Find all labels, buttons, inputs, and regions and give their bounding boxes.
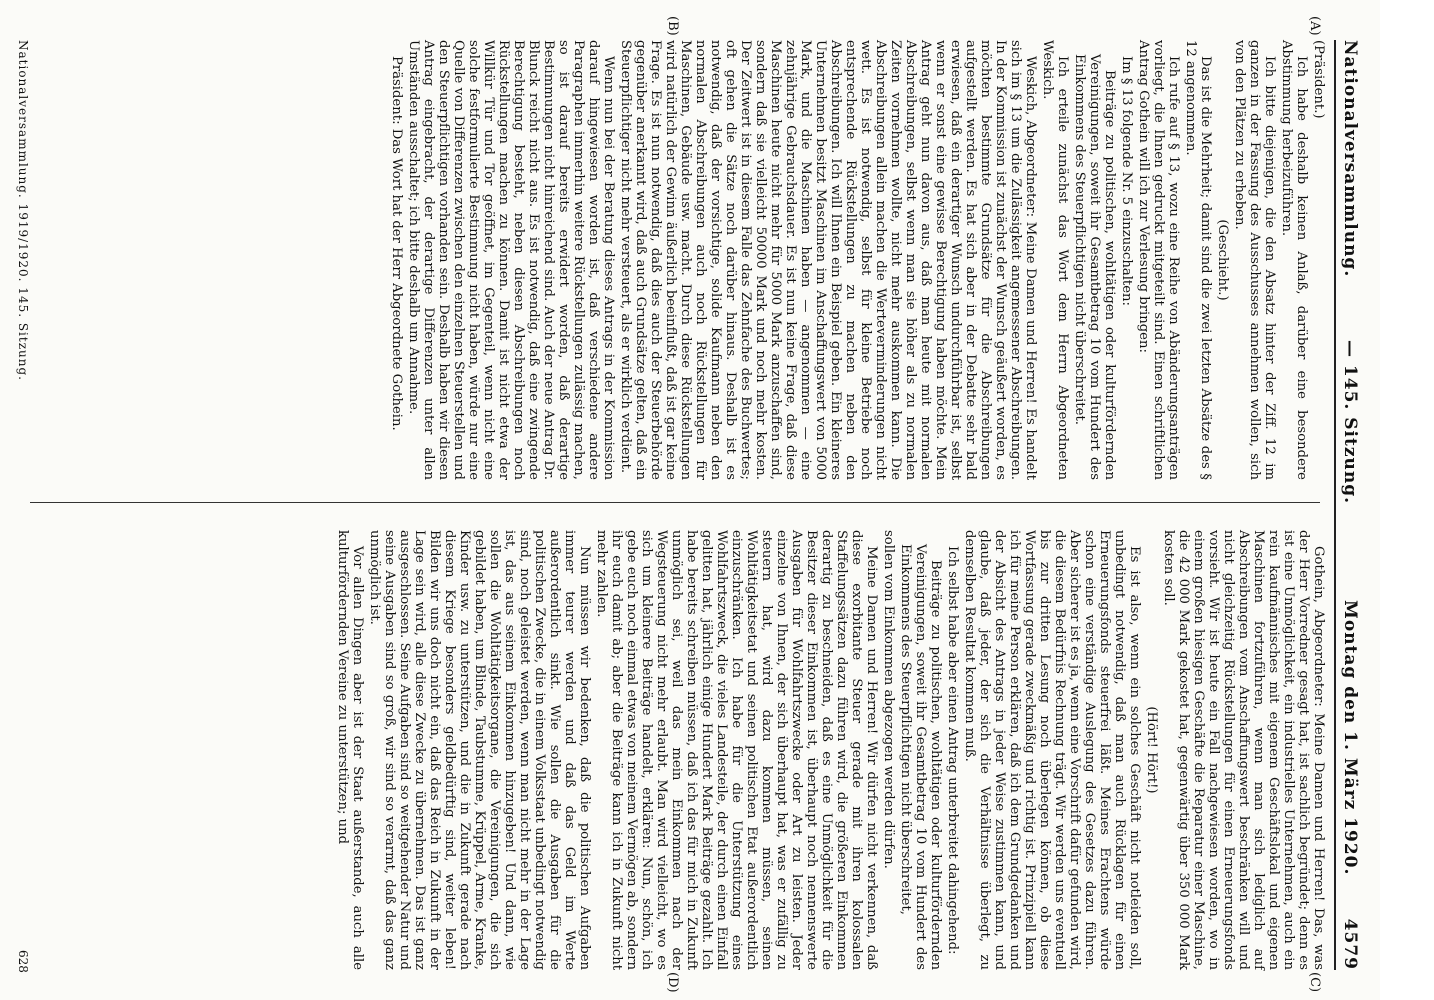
speech-paragraph: Präsident: Das Wort hat der Herr Abgeordnete Gothein. bbox=[389, 56, 404, 431]
page-header bbox=[1334, 40, 1362, 970]
speech-paragraph: Weskich, Abgeordneter: Meine Damen und Herren! Es handelt sich im § 13 um die Zulässigkeit angemessener Abschreibungen. In der Kommission ist zunächst der Wunsch geäußert worden, es möchten bestimmte Grundsätze für die Abschreibungen aufgestellt werden. Es hat sich aber in der Debatte sehr bald erwiesen, daß ein derartiger Wunsch undurchführbar ist, selbst wenn er sonst eine gewisse Berechtigung haben möchte. Mein Antrag geht nun davon aus, daß man heute mit normalen Abschreibungen, selbst wenn man sie höher als zu normalen Zeiten vornehmen wollte, nicht mehr auskommen kann. Die Abschreibungen allein machen die Werteverminderungen nicht wett. Es ist notwendig, selbst für kleine Betriebe noch entsprechende Rückstellungen zu machen neben den Abschreibungen. Ich will Ihnen ein Beispiel geben. Ein kleineres Unternehmen besitzt Maschinen im Anschaffungswert von 5000 Mark, und die Maschinen haben — angenommen — eine zehnjährige Gebrauchsdauer. Es ist nun keine Frage, daß diese Maschinen heute nicht mehr für 5000 Mark anzuschaffen sind, sondern daß sie vielleicht 50000 Mark und noch mehr kosten. Der Zeitwert ist in diesem Falle das Zehnfache des Buchwertes; oft gehen die Sätze noch darüber hinaus. Deshalb ist es notwendig, daß der vorsichtige, solide Kaufmann neben den normalen Abschreibungen auch noch Rückstellungen für Maschinen, Gebäude usw. macht. Durch diese Rückstellungen wird natürlich der Gewinn äußerlich beeinflußt, daß ist gar keine Frage. Es ist nun notwendig, daß dies auch der Steuerbehörde gegenüber anerkannt wird, daß auch Grundsätze gelten, daß ein Steuerpflichtiger nicht mehr versteuert, als er wirklich verdient. bbox=[618, 40, 1038, 480]
header-title: Nationalversammlung. bbox=[1340, 40, 1360, 278]
right-column bbox=[333, 530, 1326, 970]
speech-paragraph: Es ist also, wenn ein solches Geschäft nicht notleiden soll, unbedingt notwendig, daß man auch Rücklagen für einen Erneuerungsfonds steuerfrei läßt. Meines Erachtens würde schon eine verständige Auslegung des Gesetzes dazu führen. Aber sicherer ist es ja, wenn eine Vorschrift dafür gefunden wird, die diesem Bedürfnis Rechnung trägt. Wir werden uns eventuell bis zur dritten Lesung noch überlegen können, ob diese Wortfassung gerade zweckmäßig und richtig ist. Prinzipiell kann ich für meine Person erklären, daß ich dem Grundgedanken und der Absicht des Antrags in jeder Weise zustimmen kann, und glaube, daß jeder, der sich die Verhältnisse überlegt, zu demselben Resultat kommen muß. bbox=[962, 530, 1142, 970]
margin-mark-c: (C) bbox=[1307, 972, 1322, 993]
speaker-note: (Präsident.) bbox=[1311, 40, 1326, 119]
motion-text: Beiträge zu politischen, wohltätigen oder kulturfördernden Vereinigungen, soweit ihr Gesamtbetrag 10 vom Hundert des Einkommens des Steuerpflichtigen nicht überschreitet. bbox=[1072, 54, 1117, 480]
left-column bbox=[387, 40, 1326, 480]
column-divider bbox=[30, 502, 1320, 503]
header-page-number: 4579 bbox=[1340, 918, 1360, 970]
header-date: Montag den 1. März 1920. bbox=[1340, 600, 1360, 876]
paragraph: Ich erteile zunächst das Wort dem Herrn Abgeordneten Weskich. bbox=[1040, 40, 1070, 480]
header-session: — 145. Sitzung. bbox=[1340, 340, 1360, 505]
page-footer: Nationalversammlung. 1919/1920. 145. Sitzung. bbox=[16, 40, 30, 381]
speech-paragraph: Vor allen Dingen aber ist der Staat außerstande, auch alle kulturfördernden Vereine zu unterstützen; und bbox=[335, 530, 365, 970]
speech-paragraph: Meine Damen und Herren! Wir dürfen nicht verkennen, daß diese exorbitante Steuer gerade mit ihren kolossalen Staffelungssätzen dazu führen wird, die größeren Einkommen derartig zu beschneiden, daß es eine Unmöglichkeit für die Besitzer dieser Einkommen ist, überhaupt noch nennenswerte Ausgaben für Wohlfahrtszwecke oder Art zu leisten. Jeder einzelne von Ihnen, der sich überhaupt hat, was er zufällig zu steuern hat, wird dazu kommen müssen, seinen Wohltätigkeitsetat und seinen politischen Etat außerordentlich einzuschränken. Ich habe für die Unterstützung eines Wohlfahrtszweck, die vieles Landesteile, der durch einen Einfall gelitten hat, jährlich einige Hundert Mark Beiträge gezahlt. Ich habe bereits schreiben müssen, daß ich das für mich in Zukunft unmöglich sei, weil das mein Einkommen nach der Wegsteuerung nicht mehr erlaubt. Man wird vielleicht, wo es sich um kleinere Beiträge handelt, erklären: Nun, schön, ich gebe euch noch einmal etwas von meinem Vermögen ab, sondern ihr euch damit ab; aber die Beiträge kann ich in Zukunft nicht mehr zahlen. bbox=[594, 530, 879, 970]
margin-mark-b: (B) bbox=[665, 16, 680, 36]
paragraph: sollen vom Einkommen abgezogen werden dürfen. bbox=[881, 530, 896, 869]
paragraph: Ich bitte diejenigen, die den Absatz hinter der Ziff. 12 im ganzen in der Fassung des Ausschusses annehmen wollen, sich von den Plätzen zu erheben. bbox=[1232, 40, 1277, 480]
speech-paragraph: Wenn nun bei der Beratung dieses Antrags in der Kommission darauf hingewiesen worden ist, daß verschiedene andere Paragraphen immerhin weitere Rückstellungen zulässig machen, so ist darauf bereits erwidert worden, daß derartige Bestimmungen nicht hinreichend sind. Auch der neue Antrag Dr. Blunck reicht nicht aus. Es ist notwendig, daß eine zwingende Berechtigung besteht, neben diesen Abschreibungen noch Rückstellungen machen zu können. Damit ist nicht etwa der Willkür Tür und Tor geöffnet, im Gegenteil, wenn nicht eine solche festformulierte Bestimmung nicht haben, würde nur eine Quelle von Differenzen zwischen den einzelnen Steuerstellen und den Steuerpflichtigen vorhanden sein. Deshalb haben wir diesen Antrag eingebracht, der derartige Differenzen unter allen Umständen ausschaltet; ich bitte deshalb um Annahme. bbox=[406, 40, 616, 480]
paragraph: Das ist die Mehrheit; damit sind die zwei letzten Absätze des § 12 angenommen. bbox=[1183, 40, 1213, 480]
stage-direction: (Geschieht.) bbox=[1215, 219, 1230, 301]
stage-direction: (Hört! Hört!) bbox=[1144, 706, 1159, 794]
speech-paragraph: Ich selbst habe aber einen Antrag unterbreitet dahingehend: bbox=[945, 546, 960, 955]
footer-page-number: 628 bbox=[16, 950, 30, 973]
paragraph: Ich habe deshalb keinen Anlaß, darüber eine besondere Abstimmung herbeizuführen. bbox=[1279, 40, 1309, 480]
margin-mark-a: (A) bbox=[1307, 16, 1322, 36]
paragraph: Ich rufe auf § 13, wozu eine Reihe von Abänderungsanträgen vorliegt, die Ihnen gedruckt mitgeteilt sind. Einen schriftlichen Antrag Gothein will ich zur Verlesung bringen: bbox=[1136, 40, 1181, 480]
margin-mark-d: (D) bbox=[665, 972, 680, 993]
speech-paragraph: Gothein, Abgeordneter: Meine Damen und Herren! Das, was der Herr Vorredner gesagt hat, ist sachlich begründet; denn es ist eine Unmöglichkeit, ein industrielles Unternehmen, auch ein rein kaufmännisches mit eigenem Geschäftslokal und eigenen Maschinen fortzuführen, wenn man sich lediglich auf Abschreibungen vom Anschaffungswert beschränken will und nicht gleichzeitig Rückstellungen für einen Erneuerungsfonds vorsieht. Wir ist heute ein Fall nachgewiesen worden, wo in einem großen hiesigen Geschäfte die Reparatur einer Maschine, die 42 000 Mark gekostet hat, gegenwärtig über 350 000 Mark kosten soll. bbox=[1161, 530, 1326, 970]
paragraph: Im § 13 folgende Nr. 5 einzuschalten: bbox=[1119, 56, 1134, 306]
motion-text: Beiträge zu politischen, wohltätigen oder kulturfördernden Vereinigungen, soweit ihr Gesamtbetrag 10 vom Hundert des Einkommens des Steuerpflichtigen nicht überschreitet, bbox=[898, 544, 943, 970]
speech-paragraph: Nun müssen wir bedenken, daß die politischen Aufgaben immer teurer werden und daß das Geld im Werte außerordentlich sinkt. Wie sollen die Ausgaben für die politischen Zwecke, die in einem Volksstaat unbedingt notwendig sind, noch geleistet werden, wenn man nicht mehr in der Lage ist, das aus seinem Einkommen hinzugeben! Und dann, wie sollen die Wohltätigkeitsorgane, die Vereinigungen, die sich gebildet haben, um Blinde, Taubstumme, Krüppel, Arme, Kranke, Kinder usw. zu unterstützen, und die in Zukunft gerade nach diesem Kriege besonders geldbedürftig sind, weiter leben! Bilden wir uns doch nicht ein, daß das Reich in Zukunft in der Lage sein wird, alle diese Zwecke zu übernehmen. Das ist ganz ausgeschlossen. Seine Aufgaben sind so weitgehender Natur und seine Ausgaben sind so groß, wir sind so verarmt, daß das ganz unmöglich ist. bbox=[367, 530, 592, 970]
